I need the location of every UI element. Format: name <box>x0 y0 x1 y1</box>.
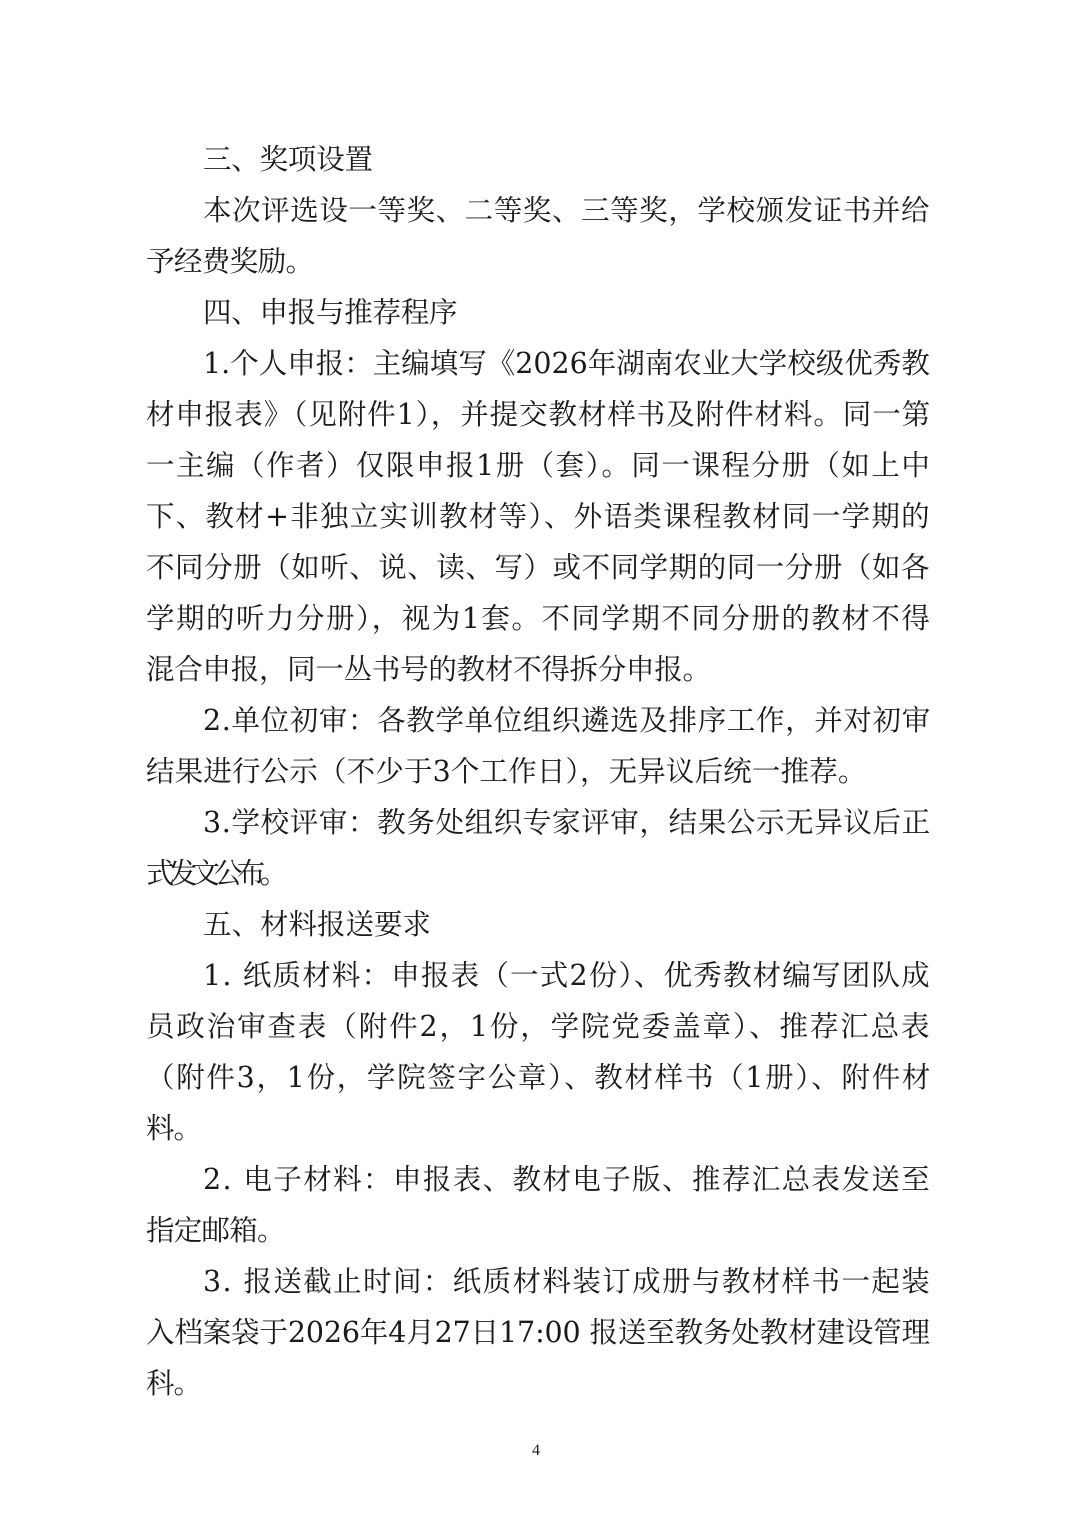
paragraph-line: 下、教材+非独立实训教材等）、外语类课程教材同一学期的 <box>146 500 931 533</box>
paragraph-line: 入档案袋于2026年4月27日17:00 报送至教务处教材建设管理 <box>146 1316 930 1349</box>
paragraph-line: 指定邮箱。 <box>146 1214 285 1247</box>
paragraph-line: 式发文公布。 <box>146 857 283 890</box>
paragraph-line: 料。 <box>146 1112 202 1145</box>
paragraph-line: 学期的听力分册），视为1套。不同学期不同分册的教材不得 <box>146 602 932 635</box>
paragraph-line: 1.个人申报：主编填写《2026年湖南农业大学校级优秀教 <box>203 347 930 380</box>
paragraph-line: 2. 电子材料：申报表、教材电子版、推荐汇总表发送至 <box>203 1163 932 1196</box>
section-heading-awards: 三、奖项设置 <box>203 143 373 176</box>
paragraph-line: 予经费奖励。 <box>146 245 314 278</box>
page-number: 4 <box>532 1442 540 1459</box>
paragraph-line: 结果进行公示（不少于3个工作日），无异议后统一推荐。 <box>146 755 867 788</box>
paragraph-line: 员政治审查表（附件2，1份，学院党委盖章）、推荐汇总表 <box>146 1010 932 1043</box>
paragraph-line: 2.单位初审：各教学单位组织遴选及排序工作，并对初审 <box>203 704 931 737</box>
paragraph-line: 科。 <box>146 1367 202 1400</box>
paragraph-line: 3.学校评审：教务处组织专家评审，结果公示无异议后正 <box>203 806 931 839</box>
section-heading-materials: 五、材料报送要求 <box>203 908 432 941</box>
paragraph-line: 本次评选设一等奖、二等奖、三等奖，学校颁发证书并给 <box>203 194 931 227</box>
section-heading-procedure: 四、申报与推荐程序 <box>203 296 458 329</box>
paragraph-line: 材申报表》（见附件1），并提交教材样书及附件材料。同一第 <box>146 398 932 431</box>
paragraph-line: 1. 纸质材料：申报表（一式2份）、优秀教材编写团队成 <box>203 959 931 992</box>
paragraph-line: 3. 报送截止时间：纸质材料装订成册与教材样书一起装 <box>203 1265 932 1298</box>
paragraph-line: （附件3，1份，学院签字公章）、教材样书（1册）、附件材 <box>146 1061 933 1094</box>
paragraph-line: 一主编（作者）仅限申报1册（套）。同一课程分册（如上中 <box>146 449 932 482</box>
paragraph-line: 混合申报，同一丛书号的教材不得拆分申报。 <box>146 653 711 686</box>
paragraph-line: 不同分册（如听、说、读、写）或不同学期的同一分册（如各 <box>146 551 931 584</box>
